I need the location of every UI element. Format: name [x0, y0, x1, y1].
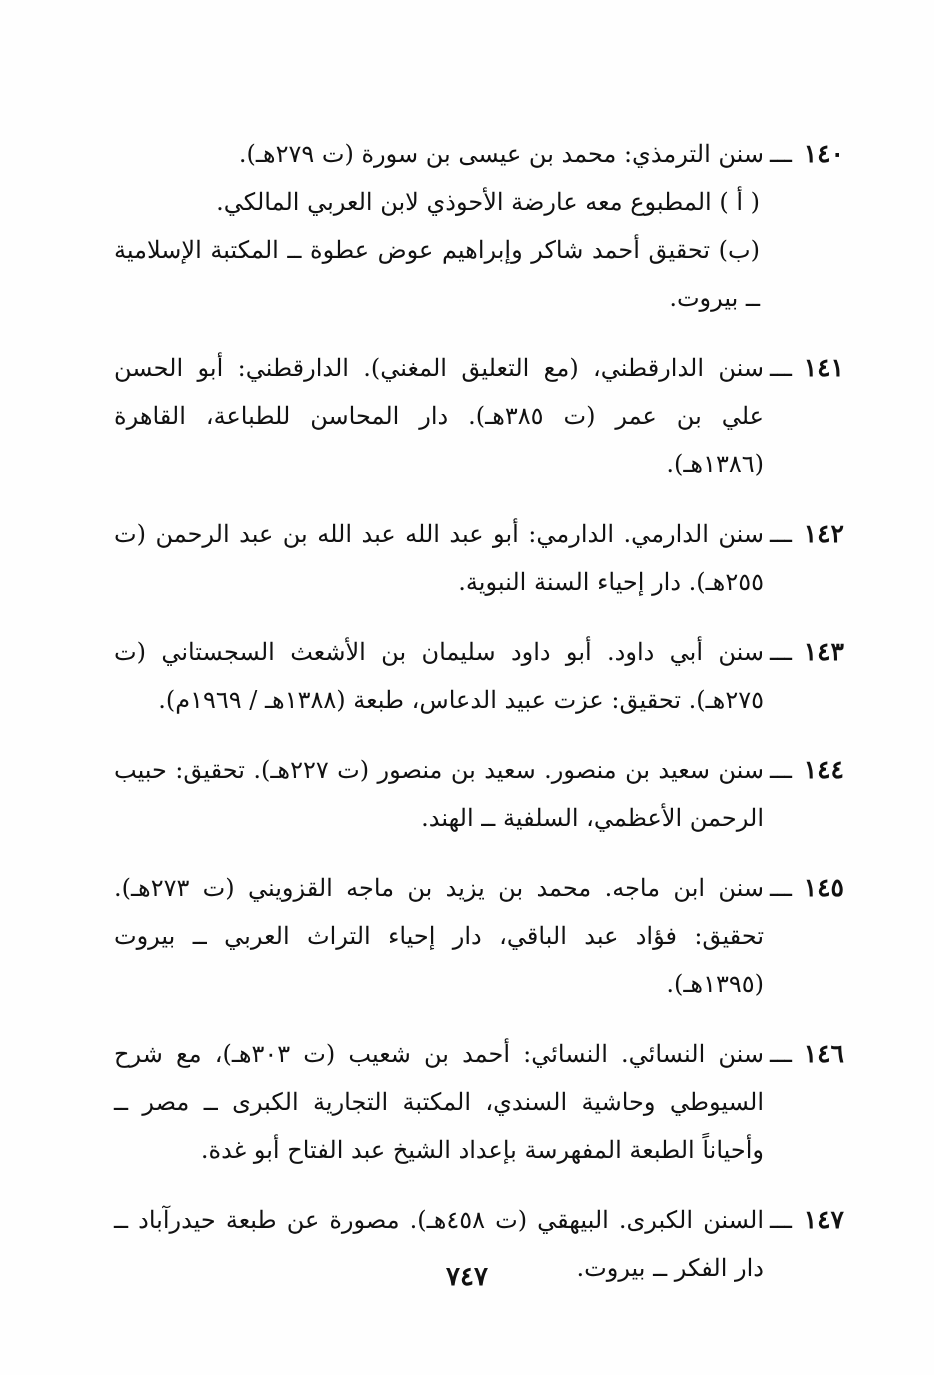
bibliography-entry — [114, 130, 844, 322]
entry-body — [114, 628, 764, 724]
entry-text: سنن الدارقطني، (مع التعليق المغني). الدارقطني: أبو الحسن علي بن عمر (ت ٣٨٥هـ). دار المحاسن للطباعة، القاهرة (١٣٨٦هـ). — [114, 354, 764, 478]
entry-dash: ـــ — [770, 1205, 792, 1234]
entry-body — [114, 344, 764, 488]
entry-dash: ـــ — [770, 873, 792, 902]
entry-text: سنن الدارمي. الدارمي: أبو عبد الله عبد الله بن عبد الرحمن (ت ٢٥٥هـ). دار إحياء السنة النبوية. — [114, 520, 764, 596]
entry-number: ١٤٣ — [803, 637, 844, 666]
bibliography-entry — [114, 628, 844, 724]
entry-subitem: ( أ ) المطبوع معه عارضة الأحوذي لابن العربي المالكي. — [216, 188, 760, 216]
entry-text: سنن أبي داود. أبو داود سليمان بن الأشعث السجستاني (ت ٢٧٥هـ). تحقيق: عزت عبيد الدعاس، طبعة (١٣٨٨هـ / ١٩٦٩م). — [114, 638, 764, 714]
entry-text: السنن الكبرى. البيهقي (ت ٤٥٨هـ). مصورة عن طبعة حيدرآباد ــ دار الفكر ــ بيروت. — [114, 1206, 765, 1282]
entry-dash: ـــ — [770, 519, 792, 548]
entry-body — [114, 1030, 764, 1174]
entry-number: ١٤٠ — [803, 139, 844, 168]
entry-number: ١٤٢ — [803, 519, 844, 548]
entry-body — [114, 510, 764, 606]
entry-dash: ـــ — [770, 353, 792, 382]
bibliography-entry — [114, 510, 844, 606]
entry-number: ١٤٦ — [803, 1039, 844, 1068]
entry-body — [114, 864, 764, 1008]
entry-text: سنن سعيد بن منصور. سعيد بن منصور (ت ٢٢٧هـ). تحقيق: حبيب الرحمن الأعظمي، السلفية ــ الهند. — [114, 756, 764, 832]
entry-number: ١٤١ — [803, 353, 844, 382]
entry-body — [114, 746, 764, 842]
entry-number: ١٤٥ — [803, 873, 844, 902]
entry-dash: ـــ — [770, 139, 792, 168]
bibliography-entry — [114, 746, 844, 842]
entry-dash: ـــ — [770, 755, 792, 784]
entry-dash: ـــ — [770, 1039, 792, 1068]
entry-number: ١٤٤ — [803, 755, 844, 784]
entry-text: سنن ابن ماجه. محمد بن يزيد بن ماجه القزويني (ت ٢٧٣هـ). تحقيق: فؤاد عبد الباقي، دار إحياء التراث العربي ــ بيروت (١٣٩٥هـ). — [114, 874, 764, 998]
bibliography-list — [114, 130, 844, 1314]
entry-body — [114, 130, 764, 322]
entry-text: سنن الترمذي: محمد بن عيسى بن سورة (ت ٢٧٩هـ). — [238, 140, 764, 168]
entry-dash: ـــ — [770, 637, 792, 666]
bibliography-entry — [114, 864, 844, 1008]
entry-number: ١٤٧ — [803, 1205, 844, 1234]
entry-text: سنن النسائي. النسائي: أحمد بن شعيب (ت ٣٠٣هـ)، مع شرح السيوطي وحاشية السندي، المكتبة التجارية الكبرى ــ مصر ــ وأحياناً الطبعة المفهرسة بإعداد الشيخ عبد الفتاح أبو غدة. — [114, 1040, 765, 1164]
entry-subitem: (ب) تحقيق أحمد شاكر وإبراهيم عوض عطوة ــ المكتبة الإسلامية ــ بيروت. — [114, 236, 760, 312]
page-number: ٧٤٧ — [446, 1262, 488, 1292]
bibliography-entry — [114, 344, 844, 488]
bibliography-entry — [114, 1030, 844, 1174]
